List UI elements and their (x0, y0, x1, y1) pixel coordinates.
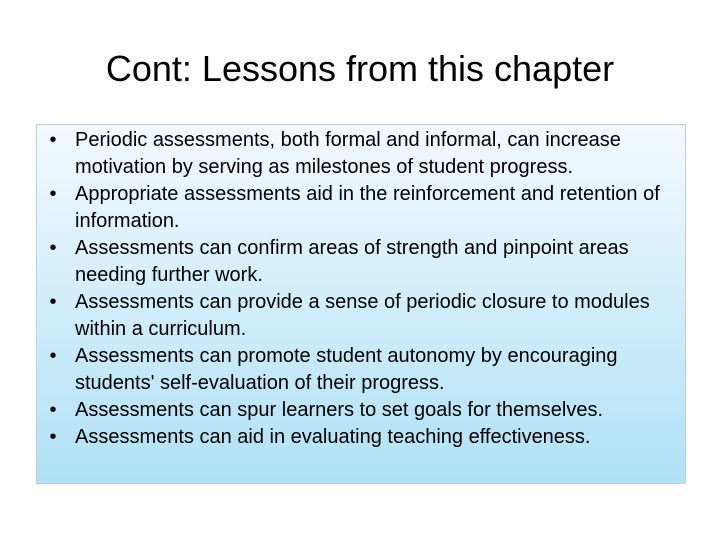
bullet-item (37, 289, 685, 343)
bullet-item (37, 424, 685, 451)
bullet-dot-icon: • (49, 183, 57, 205)
bullet-dot-icon: • (49, 291, 57, 313)
bullet-item (37, 343, 685, 397)
bullet-dot-icon: • (49, 237, 57, 259)
bullet-text: Assessments can provide a sense of periodic closure to modules within a curriculum. (75, 291, 650, 340)
bullet-text: Appropriate assessments aid in the reinforcement and retention of information. (75, 183, 660, 232)
bullet-dot-icon: • (49, 345, 57, 367)
bullet-item (37, 397, 685, 424)
bullet-text: Periodic assessments, both formal and informal, can increase motivation by serving as milestones of student progress. (75, 129, 621, 178)
content-box (36, 124, 686, 484)
bullet-dot-icon: • (49, 399, 57, 421)
slide-title: Cont: Lessons from this chapter (105, 48, 615, 89)
bullet-text: Assessments can spur learners to set goals for themselves. (75, 399, 604, 421)
bullet-list (37, 125, 685, 451)
bullet-dot-icon: • (49, 129, 57, 151)
bullet-dot-icon: • (49, 426, 57, 448)
bullet-item (37, 127, 685, 181)
bullet-text: Assessments can confirm areas of strength and pinpoint areas needing further work. (75, 237, 629, 286)
bullet-item (37, 235, 685, 289)
bullet-text: Assessments can promote student autonomy by encouraging students' self-evaluation of their progress. (75, 345, 618, 394)
bullet-item (37, 181, 685, 235)
bullet-text: Assessments can aid in evaluating teaching effectiveness. (75, 426, 591, 448)
